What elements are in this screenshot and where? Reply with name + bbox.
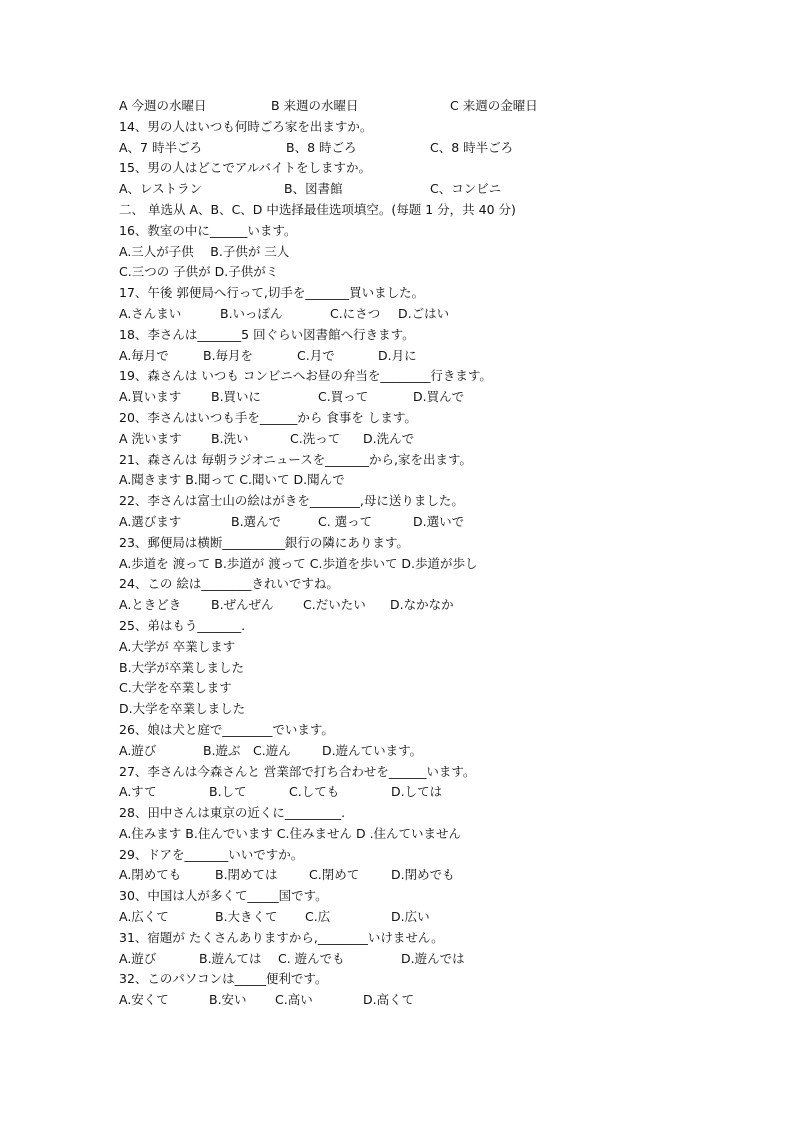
answer-option: A.買います (119, 389, 182, 405)
answer-option: D.高くて (363, 992, 415, 1008)
option-row (119, 741, 759, 762)
answer-option: D.遊んています。 (322, 742, 423, 758)
answer-option: B 来週の水曜日 (271, 98, 359, 113)
answer-option: B.安い (209, 992, 247, 1008)
text-line: 16、教室の中に______います。 (119, 222, 297, 238)
answer-option: D.買んで (413, 389, 465, 405)
text-line: 27、李さんは今森さんと 営業部で打ち合わせを______います。 (119, 763, 476, 779)
text-line: 30、中国は人が多くて_____国です。 (119, 888, 328, 904)
answer-option: C.広 (305, 909, 331, 925)
answer-option: D.しては (391, 784, 443, 800)
text-line: A.三人が子供 B.子供が 三人 (119, 243, 290, 259)
option-row (119, 512, 759, 533)
text-line: 23、郵便局は横断__________銀行の隣にあります。 (119, 534, 409, 550)
answer-option: A.遊び (119, 950, 157, 966)
answer-option: C.月で (297, 347, 335, 363)
answer-option: C. 遊んでも (278, 950, 345, 966)
answer-option: C.閉めて (309, 867, 360, 883)
answer-option: B.して (209, 784, 247, 800)
answer-option: B.買いに (211, 389, 262, 405)
text-line: 14、男の人はいつも何時ごろ家を出ますか。 (119, 118, 373, 134)
text-line: 24、この 絵は________きれいですね。 (119, 576, 339, 592)
answer-option: D.広い (391, 909, 430, 925)
answer-option: A 今週の水曜日 (119, 98, 207, 113)
text-line: 32、このパソコンは_____便利です。 (119, 971, 328, 987)
answer-option: A、7 時半ごろ (119, 139, 202, 155)
answer-option: C 来週の金曜日 (450, 98, 538, 113)
option-row (119, 138, 759, 159)
text-line: 29、ドアを_______いいですか。 (119, 846, 304, 862)
answer-option: C.買って (318, 389, 369, 405)
answer-option: A.選びます (119, 513, 182, 529)
text-line: B.大学が卒業しました (119, 659, 245, 675)
answer-option: B.選んで (231, 513, 282, 529)
option-row (119, 782, 759, 803)
exam-text (119, 96, 759, 1011)
text-line: 二、 单选从 A、B、C、D 中选择最佳选项填空。(每题 1 分，共 40 分) (119, 201, 516, 217)
answer-option: D.なかなか (390, 597, 454, 613)
option-row (119, 949, 759, 970)
text-line: 17、午後 郭便局へ行って,切手を_______買いました。 (119, 285, 425, 301)
answer-option: B、図書館 (284, 181, 343, 197)
answer-option: B.ぜんぜん (211, 597, 274, 613)
text-line: A.聞きます B.聞って C.聞いて D.聞んで (119, 472, 345, 488)
answer-option: A.遊び (119, 742, 157, 758)
answer-option: A.毎月で (119, 347, 169, 363)
answer-option: B.大きくて (215, 909, 278, 925)
answer-option: C.しても (289, 784, 340, 800)
option-row (119, 907, 759, 928)
answer-option: D.選いで (413, 513, 465, 529)
answer-option: C.遊ん (253, 742, 291, 758)
answer-option: C. 選って (318, 513, 373, 529)
answer-option: B.閉めては (215, 867, 278, 883)
answer-option: A.すて (119, 784, 157, 800)
text-line: 28、田中さんは東京の近くに_________. (119, 805, 346, 821)
answer-option: C.だいたい (303, 597, 366, 613)
option-row (119, 990, 759, 1011)
answer-option: B.遊んては (199, 950, 262, 966)
text-line: 26、娘は犬と庭で________でいます。 (119, 721, 334, 737)
text-line: A.住みます B.住んでいます C.住みません D .住んていません (119, 825, 462, 841)
answer-option: A.広くて (119, 909, 169, 925)
option-row (119, 179, 759, 200)
answer-option: D.閉めでも (391, 867, 455, 883)
text-line: 31、宿題が たくさんありますから,________いけません。 (119, 929, 444, 945)
text-line: A.大学が 卒業します (119, 638, 236, 654)
text-line: 21、森さんは 毎朝ラジオニュースを_______から,家を出ます。 (119, 451, 472, 467)
answer-option: C.高い (275, 992, 313, 1008)
answer-option: D.ごはい (398, 305, 450, 321)
answer-option: B.遊ぶ (203, 742, 241, 758)
answer-option: A.閉めても (119, 867, 182, 883)
text-line: 22、李さんは富士山の絵はがきを________,母に送りました。 (119, 493, 464, 509)
answer-option: B.毎月を (203, 347, 254, 363)
answer-option: C、8 時半ごろ (430, 139, 514, 155)
text-line: 19、森さんは いつも コンビニへお昼の弁当を________行きます。 (119, 368, 492, 384)
answer-option: C、コンビニ (430, 181, 502, 197)
text-line: D.大学を卒業しました (119, 701, 246, 717)
answer-option: D.遊んでは (401, 950, 465, 966)
text-line: 18、李さんは_______5 回ぐらい図書館へ行きます。 (119, 326, 415, 342)
text-line: 20、李さんはいつも手を______から 食事を します。 (119, 409, 417, 425)
answer-option: C.洗って (290, 430, 341, 446)
answer-option: B、8 時ごろ (286, 139, 357, 155)
answer-option: D.洗んで (363, 430, 415, 446)
answer-option: B.いっぽん (220, 305, 283, 321)
option-row (119, 595, 759, 616)
answer-option: B.洗い (211, 430, 249, 446)
option-row (119, 865, 759, 886)
answer-option: A.安くて (119, 992, 169, 1008)
text-line: 15、男の人はどこでアルバイトをしますか。 (119, 160, 372, 176)
option-row (119, 96, 759, 117)
answer-option: A.さんまい (119, 305, 182, 321)
option-row (119, 346, 759, 367)
option-row (119, 429, 759, 450)
text-line: A.歩道を 渡って B.歩道が 渡って C.歩道を歩いて D.歩道が歩し (119, 555, 478, 571)
option-row (119, 387, 759, 408)
text-line: C.大学を卒業します (119, 680, 232, 696)
option-row (119, 304, 759, 325)
answer-option: D.月に (378, 347, 417, 363)
text-line: 25、弟はもう_______. (119, 617, 246, 633)
answer-option: A.ときどき (119, 597, 182, 613)
text-line: C.三つの 子供が D.子供がミ (119, 264, 279, 280)
answer-option: A 洗います (119, 430, 182, 446)
answer-option: C.にさつ (330, 305, 381, 321)
answer-option: A、レストラン (119, 181, 203, 197)
